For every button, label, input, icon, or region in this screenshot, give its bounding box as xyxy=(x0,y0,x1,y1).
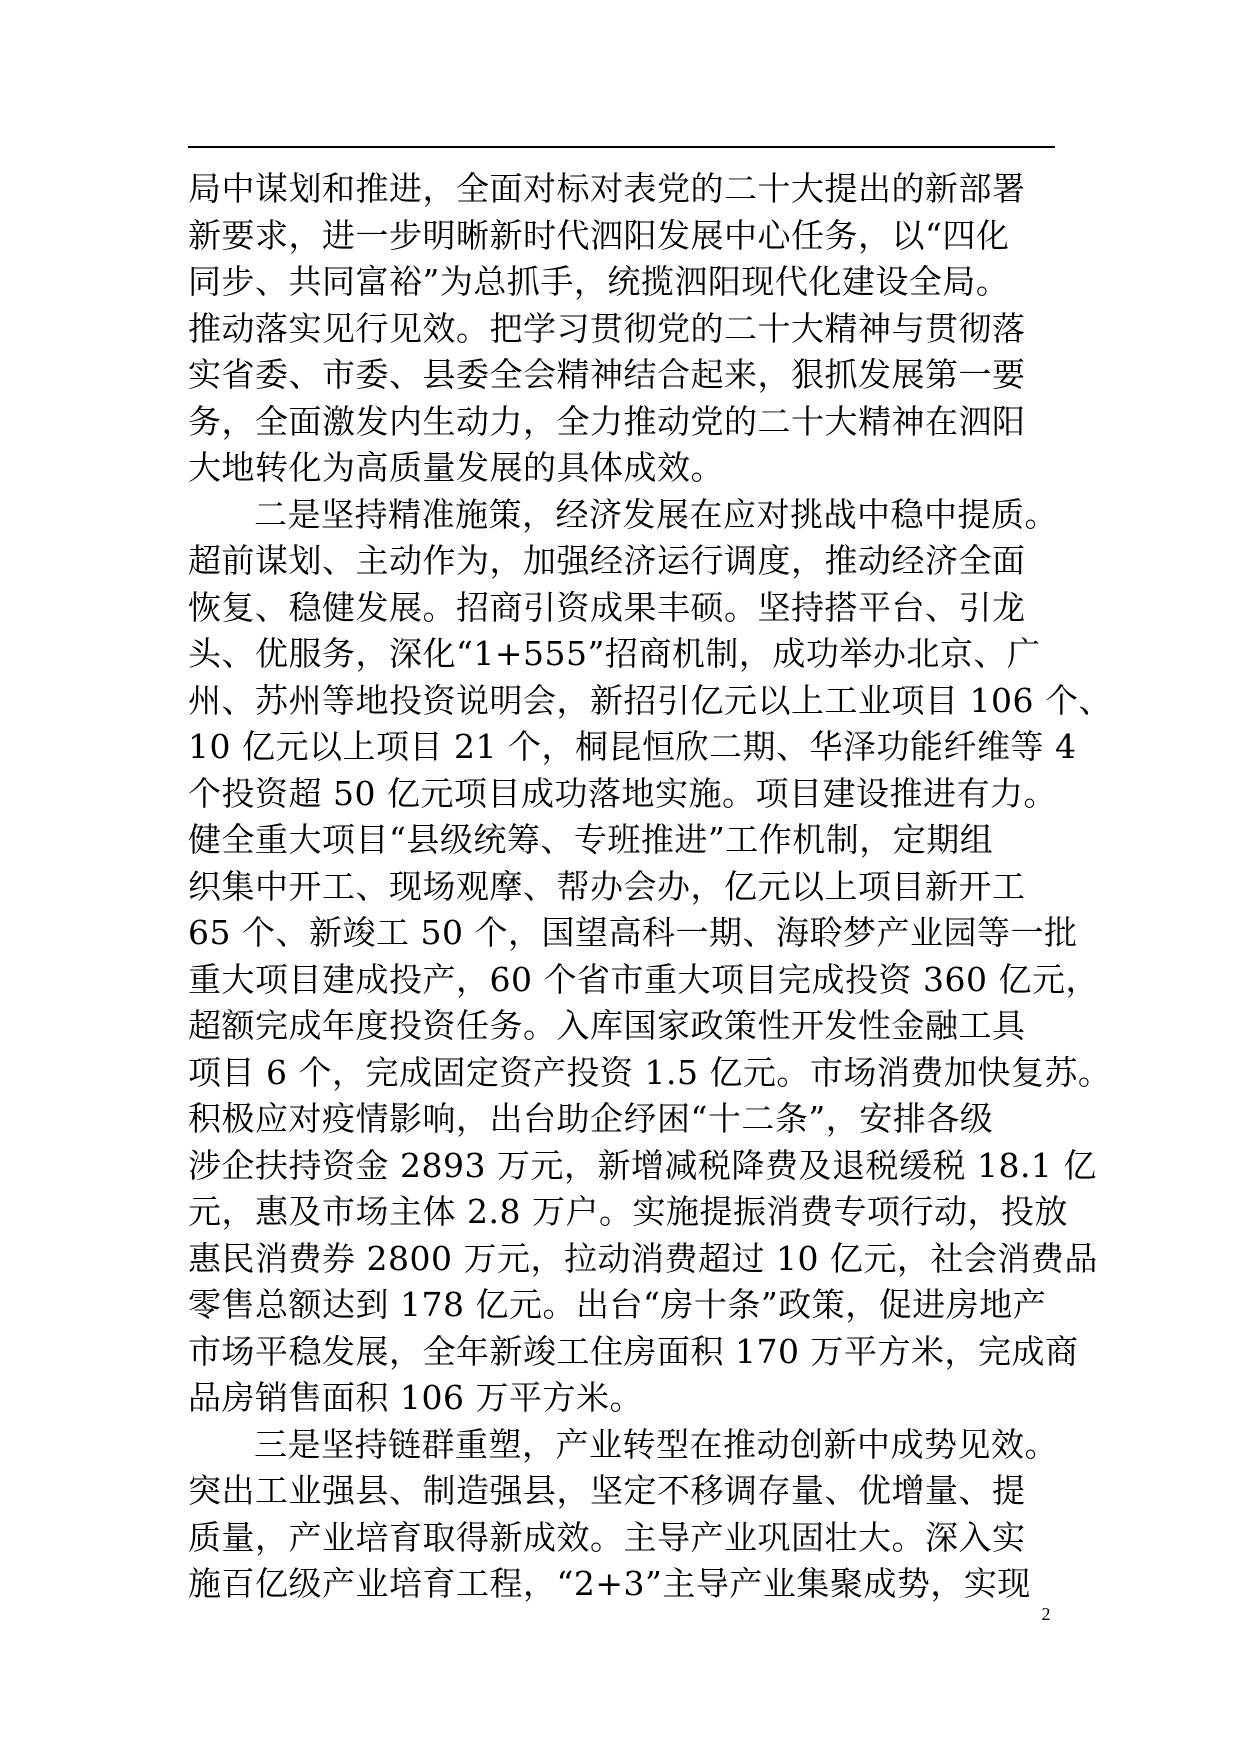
text-line: 涉企扶持资金 2893 万元，新增减税降费及退税缓税 18.1 亿 xyxy=(188,1145,1097,1185)
text-line: 超前谋划、主动作为，加强经济运行调度，推动经济全面 xyxy=(188,541,1026,580)
page-number: 2 xyxy=(1041,1604,1051,1624)
text-line: 头、优服务，深化“1+555”招商机制，成功举办北京、广 xyxy=(188,634,1041,673)
text-line: 突出工业强县、制造强县，坚定不移调存量、优增量、提 xyxy=(188,1471,1026,1510)
text-line: 重大项目建成投产，60 个省市重大项目完成投资 360 亿元， xyxy=(188,959,1099,999)
text-line: 务，全面激发内生动力，全力推动党的二十大精神在泗阳 xyxy=(188,401,1026,441)
text-line: 质量，产业培育取得新成效。主导产业巩固壮大。深入实 xyxy=(188,1517,1026,1557)
text-line: 元，惠及市场主体 2.8 万户。实施提振消费专项行动，投放 xyxy=(188,1192,1068,1231)
text-line: 恢复、稳健发展。招商引资成果丰硕。坚持搭平台、引龙 xyxy=(188,587,1026,627)
text-line: 品房销售面积 106 万平方米。 xyxy=(188,1378,643,1417)
text-line: 积极应对疫情影响，出台助企纾困“十二条”，安排各级 xyxy=(188,1099,994,1138)
paragraph-heading-line: 二是坚持精准施策，经济发展在应对挑战中稳中提质。 xyxy=(254,494,1058,534)
text-line: 项目 6 个，完成固定资产投资 1.5 亿元。市场消费加快复苏。 xyxy=(188,1052,1112,1092)
text-line: 65 个、新竣工 50 个，国望高科一期、海聆梦产业园等一批 xyxy=(188,913,1078,952)
text-line: 州、苏州等地投资说明会，新招引亿元以上工业项目 106 个、 xyxy=(188,680,1112,720)
text-line: 10 亿元以上项目 21 个，桐昆恒欣二期、华泽功能纤维等 4 xyxy=(188,727,1077,766)
text-line: 同步、共同富裕”为总抓手，统揽泗阳现代化建设全局。 xyxy=(188,262,1010,301)
document-body xyxy=(188,166,1112,1608)
text-line: 市场平稳发展，全年新竣工住房面积 170 万平方米，完成商 xyxy=(188,1331,1079,1371)
header-rule xyxy=(188,146,1055,148)
text-line: 超额完成年度投资任务。入库国家政策性开发性金融工具 xyxy=(188,1006,1026,1045)
text-line: 新要求，进一步明晰新时代泗阳发展中心任务，以“四化 xyxy=(188,215,1010,255)
text-line: 实省委、市委、县委全会精神结合起来，狠抓发展第一要 xyxy=(188,355,1026,394)
paragraph-heading-line: 三是坚持链群重塑，产业转型在推动创新中成势见效。 xyxy=(254,1424,1058,1464)
text-line: 施百亿级产业培育工程，“2+3”主导产业集聚成势，实现 xyxy=(188,1564,1031,1603)
text-line: 推动落实见行见效。把学习贯彻党的二十大精神与贯彻落 xyxy=(188,308,1026,348)
text-line: 个投资超 50 亿元项目成功落地实施。项目建设推进有力。 xyxy=(188,773,1057,813)
text-line: 大地转化为高质量发展的具体成效。 xyxy=(188,448,724,487)
text-line: 健全重大项目“县级统筹、专班推进”工作机制，定期组 xyxy=(188,820,994,859)
text-line: 零售总额达到 178 亿元。出台“房十条”政策，促进房地产 xyxy=(188,1285,1047,1324)
text-line: 织集中开工、现场观摩、帮办会办，亿元以上项目新开工 xyxy=(188,866,1026,906)
text-line: 惠民消费券 2800 万元，拉动消费超过 10 亿元，社会消费品 xyxy=(188,1238,1098,1278)
text-line: 局中谋划和推进，全面对标对表党的二十大提出的新部署 xyxy=(188,169,1026,208)
